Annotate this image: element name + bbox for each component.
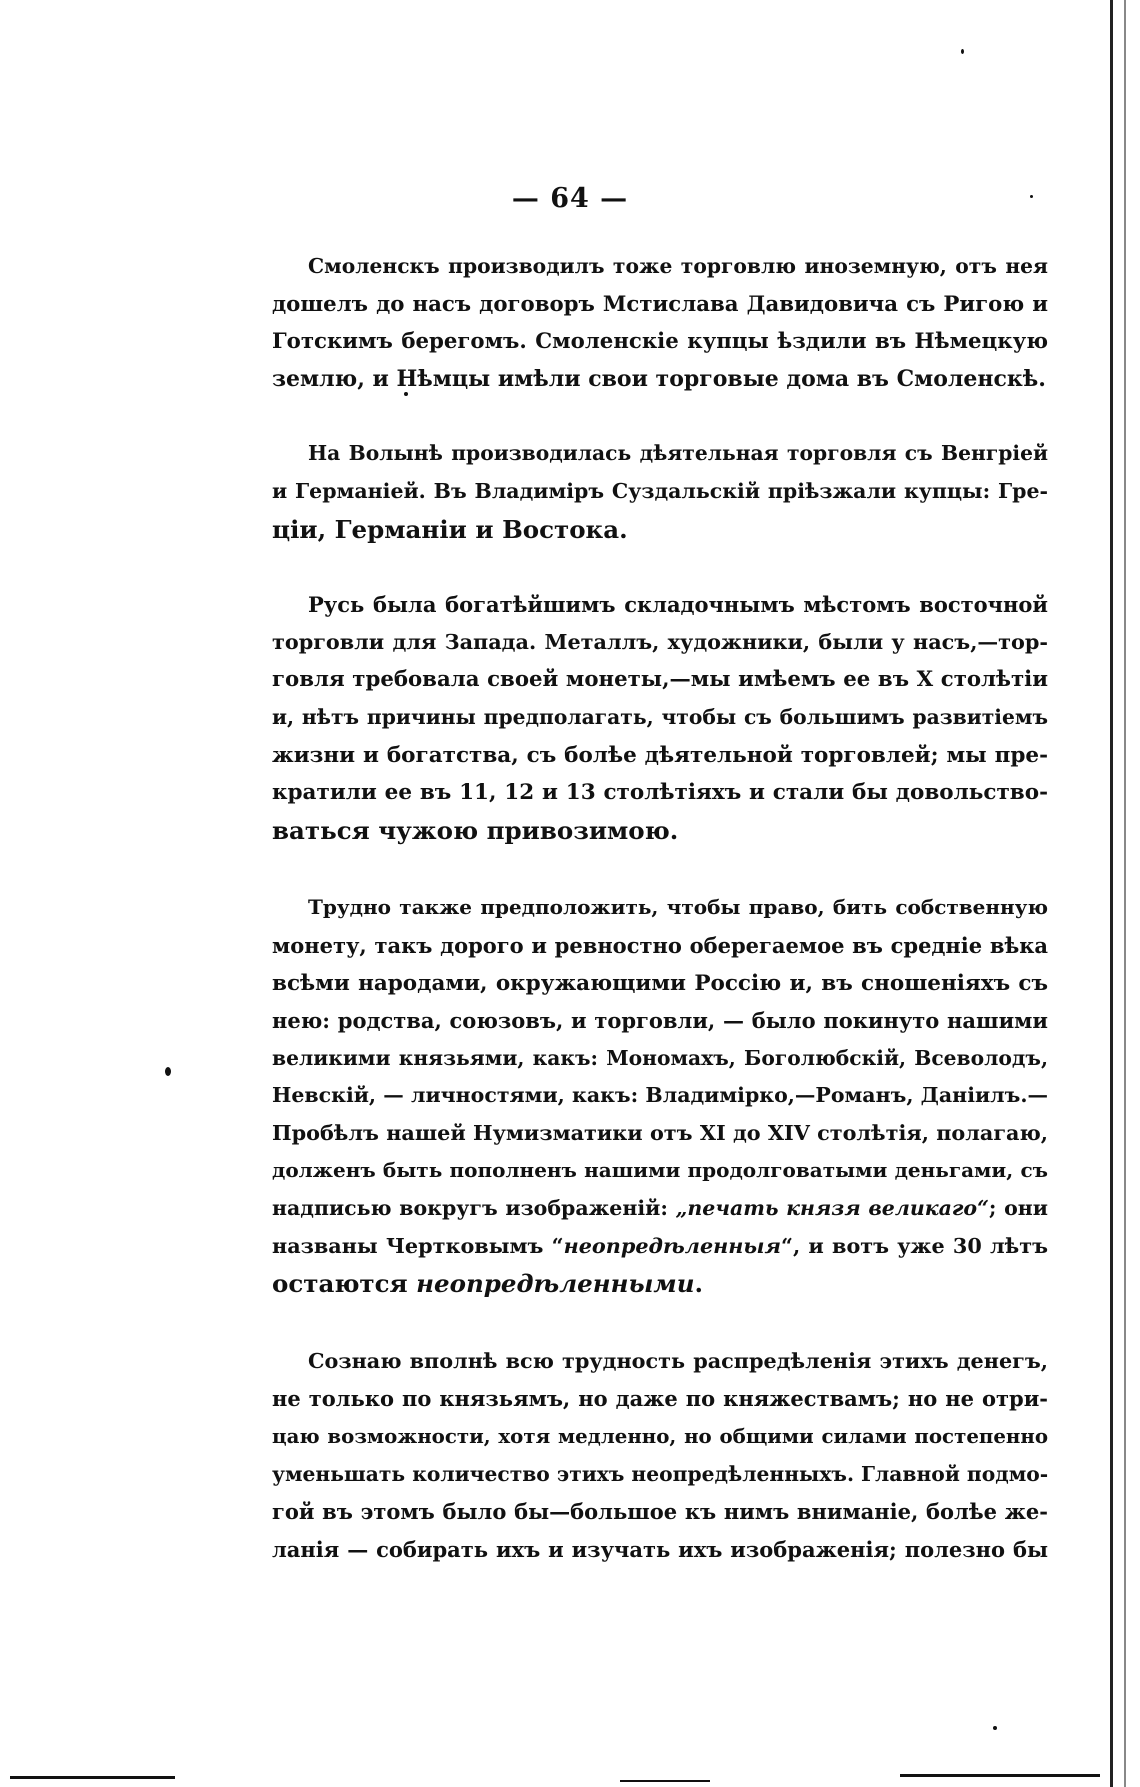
text-line: и, нѣтъ причины предполагать, чтобы съ большимъ развитіемъ [272,704,1048,729]
italic-phrase: неопредѣленныя [563,1233,782,1258]
text-line: уменьшать количество этихъ неопредѣленныхъ. Главной подмо- [272,1461,1049,1486]
text-line: Смоленскъ производилъ тоже торговлю иноземную, отъ нея [308,254,1048,278]
text-line: всѣми народами, окружающими Россію и, въ сношеніяхъ съ [272,970,1048,996]
text-line: Невскій, — личностями, какъ: Владимірко,—Романъ, Даніилъ.— [272,1083,1048,1108]
text-line: Трудно также предположить, чтобы право, бить собственную [308,895,1048,920]
scan-bottom-mark [900,1774,1100,1777]
text-line: не только по князьямъ, но даже по княжествамъ; но не отри- [272,1386,1048,1412]
text-line: Готскимъ берегомъ. Смоленскіе купцы ѣздили въ Нѣмецкую [272,329,1048,355]
text-line: и Германіей. Въ Владиміръ Суздальскій пріѣзжали купцы: Гре- [272,478,1048,503]
text-line: монету, такъ дорого и ревностно оберегаемое въ средніе вѣка [272,932,1048,958]
text-line: дошелъ до насъ договоръ Мстислава Давидовича съ Ригою и [272,291,1048,317]
text-line: Русь была богатѣйшимъ складочнымъ мѣстомъ восточной [308,592,1048,618]
text-line: говля требовала своей монеты,—мы имѣемъ ее въ X столѣтіи [272,667,1048,693]
page-number: — 64 — [511,183,629,214]
scan-speck [1030,195,1033,198]
text-line: цаю возможности, хотя медленно, но общими силами постепенно [272,1424,1048,1449]
scan-speck [993,1726,997,1730]
paragraph-rus [272,586,1048,849]
scan-edge-line [1110,0,1113,1787]
scan-speck [961,49,964,54]
text-line: кратили ее въ 11, 12 и 13 столѣтіяхъ и стали бы довольство- [272,780,1048,806]
scan-edge-line [1124,0,1126,1787]
paragraph-smolensk [272,248,1048,398]
text-line: гой въ этомъ было бы—большое къ нимъ вниманіе, болѣе же- [272,1499,1048,1525]
text-line: ваться чужою привозимою. [272,815,679,845]
scan-speck [404,392,408,396]
paragraph-trudno [272,889,1048,1303]
text-line: торговли для Запада. Металлъ, художники, были у насъ,—тор- [272,629,1048,654]
italic-phrase: „печать князя великаго“ [675,1196,989,1221]
text-line-italic: названы Чертковымъ “неопредѣленныя“, и вотъ уже 30 лѣтъ [272,1233,1049,1258]
text-line: нею: родства, союзовъ, и торговли, — было покинуто нашими [272,1008,1048,1034]
text-line: Пробѣлъ нашей Нумизматики отъ XI до XIV столѣтія, полагаю, [272,1120,1048,1145]
text-line: великими князьями, какъ: Мономахъ, Боголюбскій, Всеволодъ, [272,1045,1048,1070]
paragraph-soznayu [272,1343,1048,1569]
text-line: Сознаю вполнѣ всю трудность распредѣленія этихъ денегъ, [308,1348,1048,1373]
text-line: жизни и богатства, съ болѣе дѣятельной торговлей; мы пре- [272,742,1048,768]
scan-bottom-mark [620,1780,710,1782]
text-line: землю, и Нѣмцы имѣли свои торговые дома въ Смоленскѣ. [272,365,1046,392]
paragraph-volyn [272,435,1048,548]
scan-speck [165,1067,171,1076]
text-line: На Волынѣ производилась дѣятельная торговля съ Венгріей [308,441,1048,466]
italic-phrase: неопредѣленными [416,1269,695,1299]
scan-bottom-mark [10,1776,175,1779]
text-line-italic: остаются неопредѣленными. [272,1269,704,1299]
text-line: ланія — собирать ихъ и изучать ихъ изображенія; полезно бы [272,1536,1048,1562]
text-line-italic: надписью вокругъ изображеній: „печать князя великаго“; они [272,1196,1048,1221]
text-line: ціи, Германіи и Востока. [272,514,628,544]
body-text [272,248,1048,1568]
text-line: долженъ быть пополненъ нашими продолговатыми деньгами, съ [272,1158,1048,1183]
